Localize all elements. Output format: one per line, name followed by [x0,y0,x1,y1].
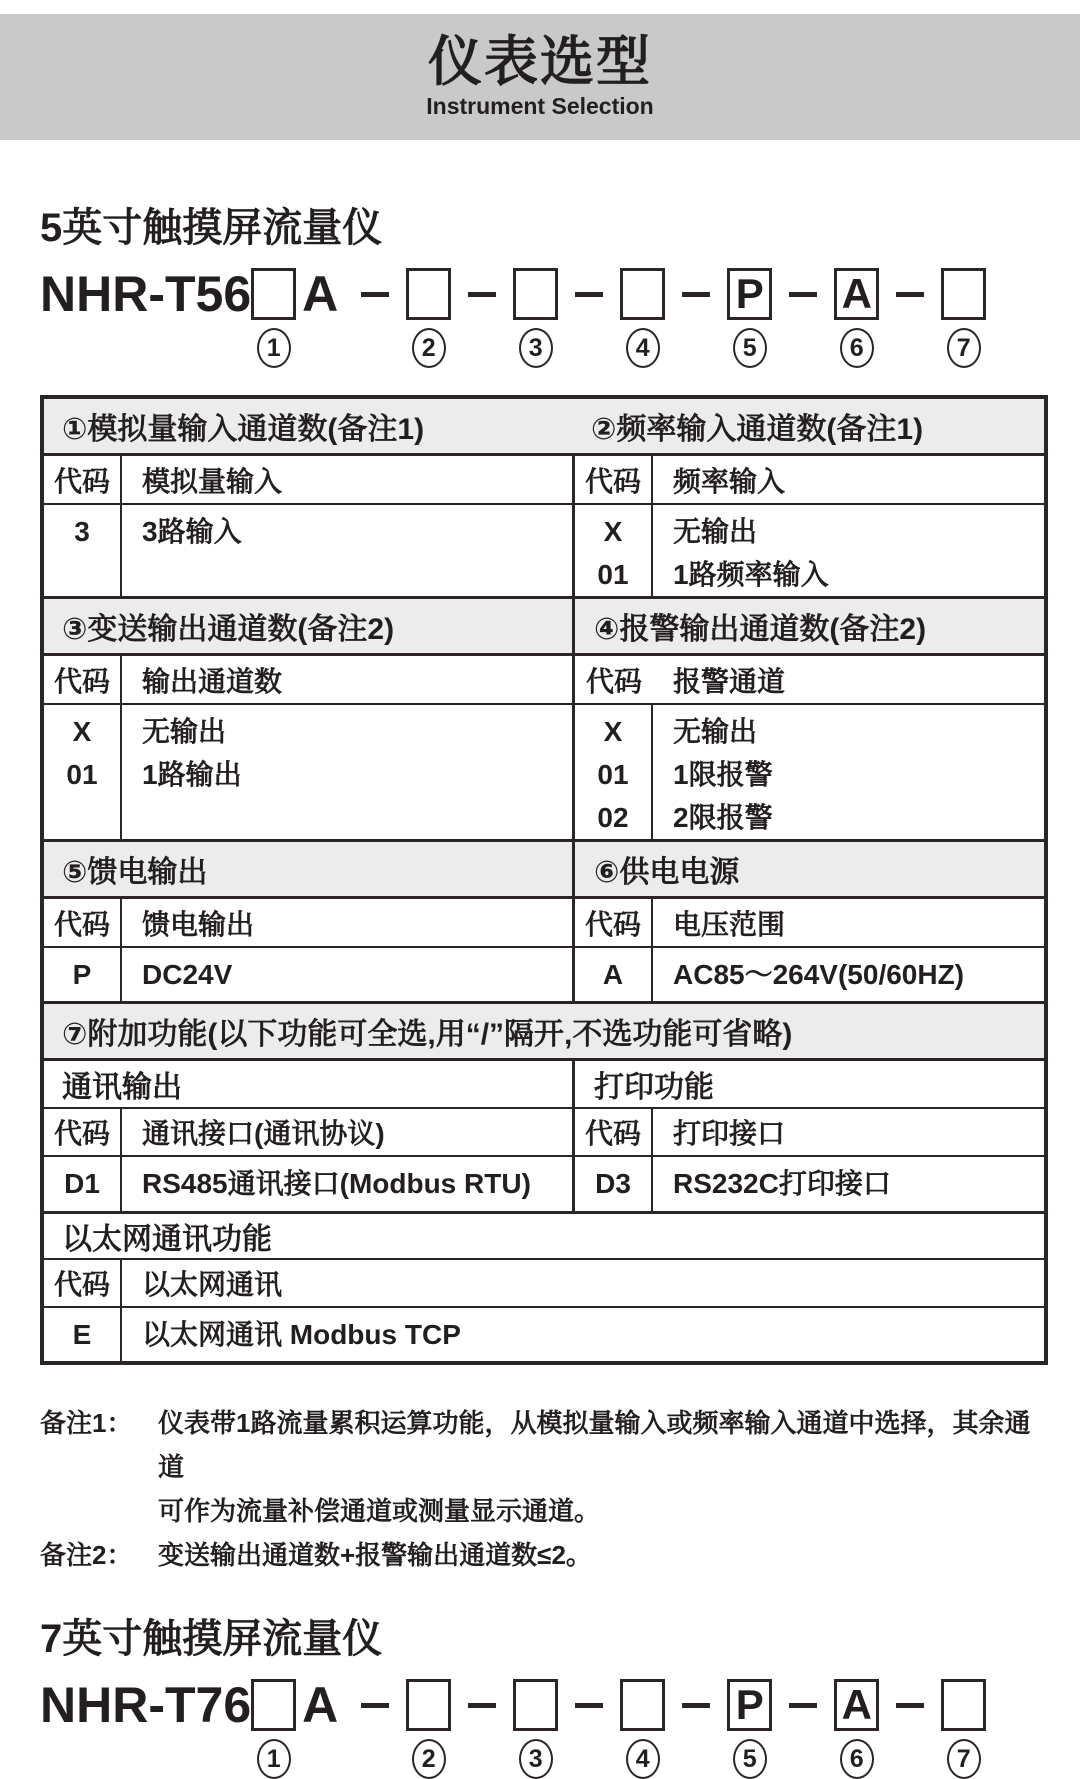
table-header-row-sec7 [44,1004,1044,1061]
code-header-row-ethernet [44,1260,1044,1308]
code-column-header: 代码 [44,456,122,503]
header-power-supply: ⑥供电电源 [594,856,740,889]
model-code-line-5inch [40,265,1080,362]
code-column-header: 代码 [44,656,122,703]
banner [0,14,1080,140]
dash-separator [361,292,389,297]
model-prefix: NHR-T76 [40,1677,252,1733]
label-cell: 3路输入 [142,516,242,547]
model-segment-5 [727,268,772,362]
comm-interface-column-header: 通讯接口(通讯协议) [142,1118,385,1149]
code-column-header: 代码 [575,1109,653,1155]
code-cell: 3 [44,505,122,596]
model-box-2 [406,1679,451,1731]
code-column-header: 代码 [44,1260,122,1306]
model-box-1 [251,268,296,320]
dash-separator [789,1703,817,1708]
subheader-row-comm-print [44,1061,1044,1109]
circled-number-4: 4 [626,328,660,368]
circled-number-7: 7 [947,328,981,368]
data-row-sec3-4 [44,705,1044,842]
section-title-7inch: 7英寸触摸屏流量仪 [40,1617,383,1661]
model-box-p: P [727,1679,772,1731]
model-segment-6 [834,1679,879,1773]
circled-number-7: 7 [947,1739,981,1779]
header-transmit-output-channels: ③变送输出通道数(备注2) [62,613,395,646]
dash-separator [361,1703,389,1708]
note-2 [40,1533,1040,1577]
label-cell: 无输出 1限报警 2限报警 [673,716,773,833]
circled-number-6: 6 [840,328,874,368]
model-box-1 [251,1679,296,1731]
dash-separator [896,1703,924,1708]
dash-separator [682,292,710,297]
code-column-header: 代码 [585,665,642,697]
table-header-row-sec1-2 [44,399,1044,456]
ethernet-function-subheader: 以太网通讯功能 [62,1223,272,1256]
model-segment-7 [941,1679,986,1773]
model-box-3 [513,268,558,320]
code-column-header: 代码 [44,899,122,946]
ethernet-subheader-row [44,1214,1044,1260]
circled-number-3: 3 [519,1739,553,1779]
model-letter-a: A [302,1677,339,1733]
label-cell: 无输出 1路频率输入 [673,516,829,590]
note-1-label: 备注1： [40,1408,133,1438]
code-cell: E [44,1308,122,1361]
code-header-row-sec3-4 [44,656,1044,705]
model-segment-2 [406,268,451,362]
circled-number-5: 5 [733,328,767,368]
circled-number-2: 2 [412,328,446,368]
comm-output-subheader: 通讯输出 [62,1071,182,1104]
header-additional-functions: ⑦附加功能(以下功能可全选,用“/”隔开,不选功能可省略) [62,1018,793,1051]
alarm-channel-column-header: 报警通道 [673,665,786,697]
code-header-row-sec1-2 [44,456,1044,505]
model-segment-3 [513,268,558,362]
label-cell: DC24V [142,959,233,990]
model-segment-7 [941,268,986,362]
circled-number-1: 1 [257,1739,291,1779]
model-segment-3 [513,1679,558,1773]
code-cell: D3 [575,1157,653,1211]
data-row-sec1-2 [44,505,1044,599]
circled-number-6: 6 [840,1739,874,1779]
dash-separator [789,292,817,297]
code-column-header: 代码 [575,899,653,946]
circled-number-5: 5 [733,1739,767,1779]
note-1 [40,1401,1040,1533]
model-segment-6 [834,268,879,362]
dash-separator [468,292,496,297]
dash-separator [575,1703,603,1708]
ethernet-comm-column-header: 以太网通讯 [142,1269,283,1300]
data-row-sec5-6 [44,948,1044,1004]
table-header-row-sec3-4 [44,599,1044,656]
note-2-label: 备注2： [40,1540,133,1570]
code-column-header: 代码 [575,456,653,503]
header-frequency-channels: ②频率输入通道数(备注1) [591,413,924,446]
code-cell: X 01 [44,705,122,839]
model-box-7 [941,1679,986,1731]
dash-separator [896,292,924,297]
code-cell: A [575,948,653,1001]
label-cell: 以太网通讯 Modbus TCP [142,1319,461,1350]
model-box-a: A [834,1679,879,1731]
note-2-text: 变送输出通道数+报警输出通道数≤2。 [158,1540,592,1570]
output-channels-column-header: 输出通道数 [142,665,283,697]
code-header-row-sec5-6 [44,899,1044,948]
header-feed-output: ⑤馈电输出 [62,856,208,889]
label-cell: RS485通讯接口(Modbus RTU) [142,1168,531,1199]
model-code-line-7inch [40,1676,1080,1773]
circled-number-3: 3 [519,328,553,368]
header-analog-channels: ①模拟量输入通道数(备注1) [62,413,425,446]
circled-number-2: 2 [412,1739,446,1779]
model-segment-2 [406,1679,451,1773]
data-row-ethernet [44,1308,1044,1361]
model-prefix: NHR-T56 [40,266,252,322]
model-segment-5 [727,1679,772,1773]
section-title-5inch: 5英寸触摸屏流量仪 [40,206,383,250]
code-header-row-comm-print [44,1109,1044,1157]
code-cell: P [44,948,122,1001]
model-box-p: P [727,268,772,320]
code-cell: X 01 02 [575,705,653,839]
note-1-text: 仪表带1路流量累积运算功能，从模拟量输入或频率输入通道中选择，其余通道 可作为流量补偿通道或测量显示通道。 [158,1408,1031,1526]
banner-subtitle: Instrument Selection [426,92,654,119]
print-function-subheader: 打印功能 [594,1071,714,1104]
voltage-range-column-header: 电压范围 [673,908,786,940]
model-letter-a: A [302,266,339,322]
model-segment-1 [251,268,296,362]
model-box-3 [513,1679,558,1731]
model-box-a: A [834,268,879,320]
dash-separator [575,292,603,297]
model-box-4 [620,268,665,320]
model-segment-4 [620,268,665,362]
label-cell: RS232C打印接口 [673,1168,891,1199]
data-row-comm-print [44,1157,1044,1214]
code-cell: X 01 [575,505,653,596]
analog-input-column-header: 模拟量输入 [142,465,283,497]
header-alarm-output-channels: ④报警输出通道数(备注2) [594,613,927,646]
table-header-row-sec5-6 [44,842,1044,899]
notes-block [40,1401,1040,1577]
model-segment-1 [251,1679,296,1773]
label-cell: 无输出 1路输出 [142,716,242,790]
model-box-2 [406,268,451,320]
code-cell: D1 [44,1157,122,1211]
circled-number-4: 4 [626,1739,660,1779]
frequency-input-column-header: 频率输入 [673,465,786,497]
model-box-4 [620,1679,665,1731]
print-interface-column-header: 打印接口 [673,1118,786,1149]
instrument-selection-page [0,14,1080,1773]
banner-title: 仪表选型 [428,32,652,93]
selection-table [40,395,1048,1365]
dash-separator [682,1703,710,1708]
model-segment-4 [620,1679,665,1773]
model-box-7 [941,268,986,320]
label-cell: AC85～264V(50/60HZ) [673,959,965,990]
dash-separator [468,1703,496,1708]
code-column-header: 代码 [44,1109,122,1155]
circled-number-1: 1 [257,328,291,368]
feed-output-column-header: 馈电输出 [142,908,255,940]
